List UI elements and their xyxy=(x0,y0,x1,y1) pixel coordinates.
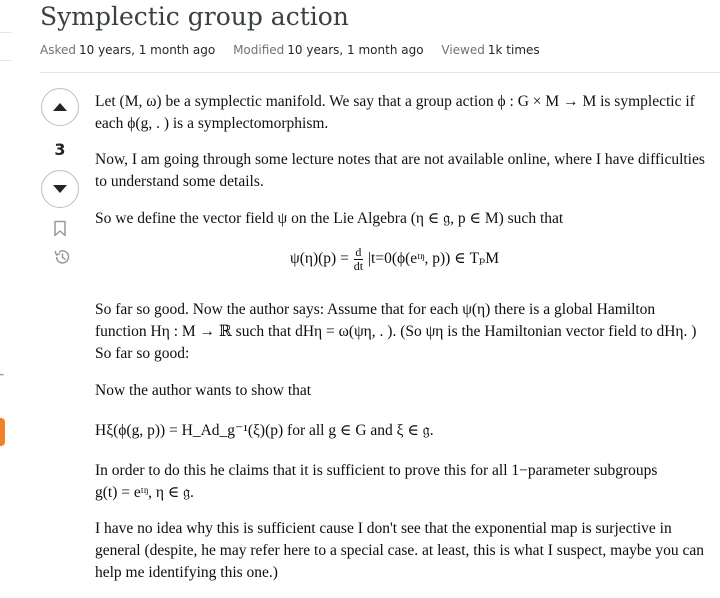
sidebar-divider xyxy=(0,32,12,33)
caret-up-icon xyxy=(52,100,68,114)
history-icon[interactable] xyxy=(53,248,71,266)
body-line: Now, I am going through some lecture notes that are not available online, where I have difficulties xyxy=(95,151,705,168)
body-line: Now the author wants to show that xyxy=(95,382,312,399)
derivative-fraction xyxy=(354,246,363,273)
body-line: help me identifying this one.) xyxy=(95,564,278,581)
question-meta xyxy=(40,43,554,57)
body-line: general (despite, he may refer here to a special case. at least, this is what I suspect, maybe you can xyxy=(95,542,704,559)
viewed-label: Viewed xyxy=(441,43,485,57)
sidebar-divider xyxy=(0,60,12,61)
downvote-button[interactable] xyxy=(41,170,79,208)
body-line: In order to do this he claims that it is sufficient to prove this for all 1−parameter subgroups xyxy=(95,462,658,479)
sidebar-active-indicator[interactable] xyxy=(0,418,5,446)
question-body xyxy=(95,91,720,230)
upvote-button[interactable] xyxy=(41,88,79,126)
paragraph-subgroups xyxy=(95,460,657,504)
body-line: I have no idea why this is sufficient cause I don't see that the exponential map is surjective in xyxy=(95,520,672,537)
caret-down-icon xyxy=(52,182,68,196)
equation-vector-field xyxy=(290,246,499,273)
sidebar-clipped-text: ˜ xyxy=(0,373,4,385)
asked-value: 10 years, 1 month ago xyxy=(78,43,216,57)
viewed-value: 1k times xyxy=(487,43,540,57)
eq1-lhs: ψ(η)(p) = xyxy=(290,250,349,268)
paragraph-question xyxy=(95,518,704,584)
body-line: g(t) = eᵗᵑ, η ∈ 𝔤. xyxy=(95,484,194,501)
vote-score: 3 xyxy=(54,140,66,159)
vote-column xyxy=(40,88,80,288)
body-line: So far so good. Now the author says: Assume that for each ψ(η) there is a global Hamilton xyxy=(95,301,656,318)
paragraph-hamilton xyxy=(95,299,696,365)
left-sidebar-edge xyxy=(0,0,14,598)
asked-label: Asked xyxy=(40,43,76,57)
eq1-numerator: d xyxy=(355,245,362,259)
body-line: So far so good: xyxy=(95,345,190,362)
modified-label: Modified xyxy=(233,43,285,57)
bookmark-icon[interactable] xyxy=(53,220,67,237)
body-line: to understand some details. xyxy=(95,173,264,190)
eq1-denominator: dt xyxy=(353,259,364,273)
header-divider xyxy=(40,72,720,73)
body-line: each ϕ(g, . ) is a symplectomorphism. xyxy=(95,115,329,132)
eq1-rhs: |t=0(ϕ(eᵗᵑ, p)) ∈ TₚM xyxy=(367,250,500,268)
modified-value[interactable]: 10 years, 1 month ago xyxy=(287,43,424,57)
body-line: function Hη : M → ℝ such that dHη = ω(ψη, . ). (So ψη is the Hamiltonian vector field to dHη. ) xyxy=(95,323,697,340)
body-line: So we define the vector field ψ on the Lie Algebra (η ∈ 𝔤, p ∈ M) such that xyxy=(95,210,564,227)
body-line: Let (M, ω) be a symplectic manifold. We say that a group action ϕ : G × M → M is symplectic if xyxy=(95,93,695,110)
question-title[interactable]: Symplectic group action xyxy=(40,2,349,31)
equation-hamiltonian: Hξ(ϕ(g, p)) = H_Ad_g⁻¹(ξ)(p) for all g ∈ G and ξ ∈ 𝔤. xyxy=(95,422,434,439)
